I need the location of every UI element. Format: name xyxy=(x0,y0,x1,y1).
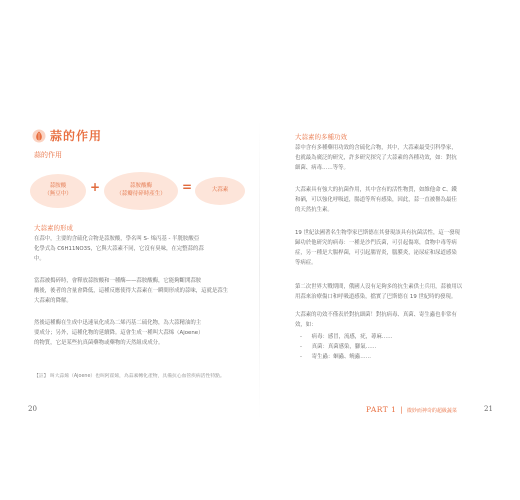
plus-sign: + xyxy=(90,180,101,194)
alliinase-label: 蒜胺酸酶 xyxy=(129,183,152,190)
part-label: PART 1 xyxy=(366,405,397,414)
paragraph-r5: 大蒜素的功效不僅表於對抗細菌！對抗病毒、真菌、寄生蟲也非常有 效，如： xyxy=(295,312,457,328)
section-title: 蒜的作用 xyxy=(50,129,103,143)
part-separator: | xyxy=(400,406,403,414)
right-page xyxy=(260,0,520,500)
allicin-formation-heading: 大蒜素的形成 xyxy=(34,224,73,232)
allicin-label: 大蒜素 xyxy=(211,187,229,194)
subsection-title: 蒜的作用 xyxy=(34,151,62,159)
section-header xyxy=(32,127,102,144)
allicin-oval xyxy=(195,177,245,205)
paragraph-r2: 大蒜素具有強大的抗菌作用，其中含有的活性物質，如維他命 C、鐵 和硒，可以強化呼吸道，腸道等所有感染，因此，蒜一直被譽為最佳 的天然抗生素。 xyxy=(295,187,457,213)
alliin-label: 蒜胺酸 xyxy=(49,183,67,190)
paragraph-r3: 19 世紀法國著名生物學家巴斯德在其發現該具有抗菌活性，這一發現 歸功於他研究的病毒：一種是沙門氏菌，可引起傷寒，食物中毒等病 症，另一種是大腸桿菌，可引起腸胃炎，腦膜炎，泌尿症和尿道感染 等病症。 xyxy=(295,230,460,266)
list-item: - 寄生蟲：蛔蟲、蟯蟲…… xyxy=(300,352,490,362)
page-number-right: 21 xyxy=(484,405,493,413)
paragraph-2: 當蒜被搗碎時，會釋放蒜胺酸和一種酶——蒜胺酸酶，它能夠斷開蒜胺 酸後，後者的含量會降低，這種反應使得大蒜素在一瞬間形成的蒜味，這就是蒜生 大蒜素的降解。 xyxy=(34,278,229,304)
allicin-benefits-heading: 大蒜素的多種功效 xyxy=(295,133,347,141)
list-item: - 病毒：感冒，流感，疣，蕁麻…… xyxy=(300,332,490,342)
alliinase-oval xyxy=(104,172,178,210)
bullet-list xyxy=(300,332,490,362)
running-footer xyxy=(366,405,457,414)
alliin-oval xyxy=(30,174,86,208)
paragraph-r1: 蒜中含有多種藥用功效的含硫化合物，其中，大蒜素最受引科學家， 也就最為廣泛的研究，許多研究探究了大蒜素的各種功效，如：對抗 細菌、病毒……等等。 xyxy=(295,145,457,171)
alliin-note: （無豆中） xyxy=(44,191,72,197)
equals-sign: = xyxy=(182,180,193,194)
garlic-icon xyxy=(32,129,46,143)
paragraph-3: 然後這種酶在生成中迅速氧化成為二烯丙基二硫化物，為大蒜精油的主 要成分；另外，這種化物的延續降。這會生成一種叫大蒜烯（Ajoene） 的物質，它是某些抗真菌藥物或藥物的天然組成成分。 xyxy=(34,320,204,346)
part-title: 微妙而神奇的超級蔬菜 xyxy=(406,408,457,414)
footnote: 【註】 叫大蒜烯（Ajoene）也叫阿霍烯，為蒜素轉化產物，具備抗心血管疾病活性特點。 xyxy=(34,374,225,379)
paragraph-r4: 第二次世界大戰期間，俄國人沒有足夠多的抗生素供士兵用，蒜被用以 用蒜來治療傷口和呼吸道感染，擋實了巴斯德在 19 世紀時的發現。 xyxy=(295,284,463,300)
alliinase-note: （蒜瓣待碎時產生） xyxy=(116,191,166,197)
page-number-left: 20 xyxy=(28,405,37,413)
paragraph-1: 在蒜中，主要的含硫化合物是蒜胺酸，學名叫 S- 烯丙基 - 半胱胺酸亞 化學式為 C6H11NO3S，它與大蒜素不同，它沒有臭味，在完整蒜的蒜 中。 xyxy=(34,236,204,262)
list-item: - 真菌：真菌感染，腳氣…… xyxy=(300,342,490,352)
